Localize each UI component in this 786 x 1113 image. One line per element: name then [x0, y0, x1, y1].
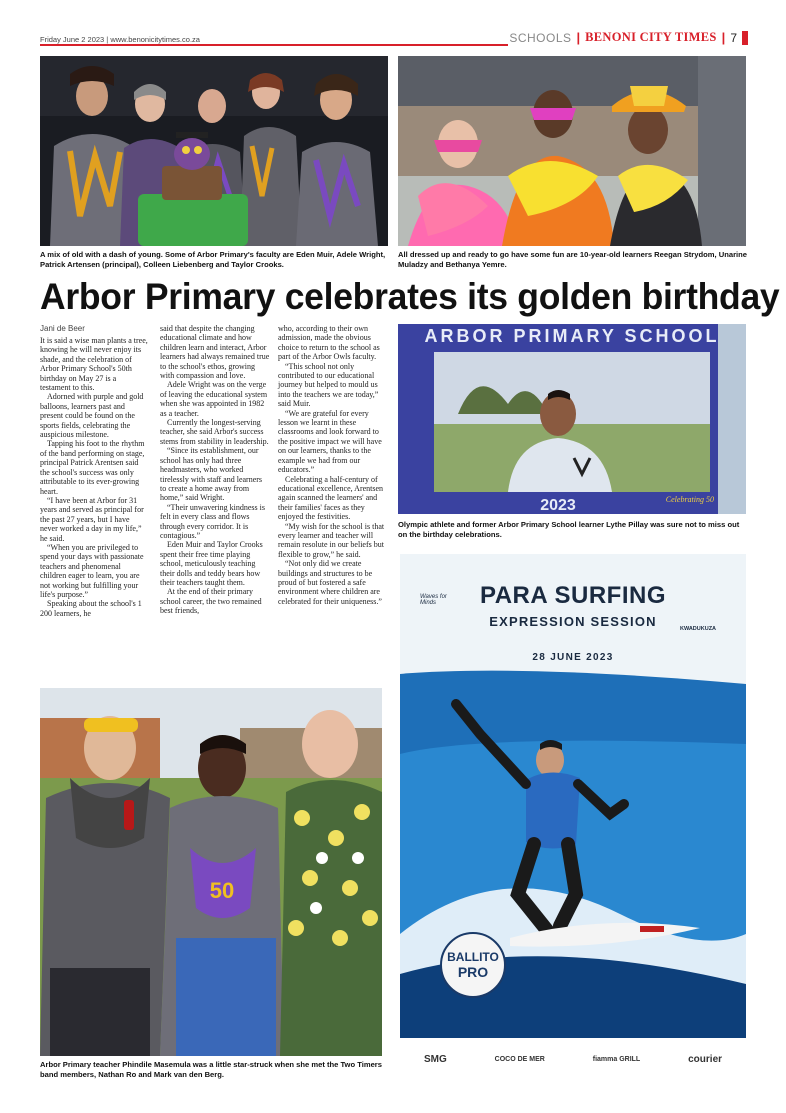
frame-year: 2023	[540, 497, 576, 514]
article-column-2	[160, 324, 270, 616]
frame-text: ARBOR PRIMARY SCHOOL	[424, 326, 720, 346]
section-label: SCHOOLS	[509, 30, 572, 45]
header-separator-2: |	[721, 30, 726, 45]
paragraph: “My wish for the school is that every learner and teacher will remain resolute in our beliefs but flexible to grow,” he said.	[278, 521, 385, 559]
badge-line-1: BALLITO	[447, 950, 499, 964]
para-surfing-advert	[400, 554, 746, 1080]
article-column-1	[40, 336, 148, 618]
publication-name: BENONI CITY TIMES	[585, 30, 717, 44]
athlete-frame-photo	[398, 324, 746, 514]
badge-line-2: PRO	[457, 964, 489, 980]
caption-learners: All dressed up and ready to go have some fun are 10-year-old learners Reegan Strydom, Unarine Muladzy and Bethanya Yemre.	[398, 250, 747, 269]
paragraph: “I have been at Arbor for 31 years and served as principal for the past 27 years, but I have never worked a day in my life,” he said.	[40, 495, 144, 543]
page-header	[40, 30, 748, 48]
paragraph: At the end of their primary school career, the two remained best friends,	[160, 587, 262, 616]
ad-date: 28 JUNE 2023	[532, 652, 614, 663]
caption-teacher-band: Arbor Primary teacher Phindile Masemula was a little star-struck when she met the Two Timers band members, Nathan Ro and Mark van den Berg.	[40, 1060, 382, 1079]
header-rule	[40, 44, 508, 46]
paragraph: “This school not only contributed to our educational journey but helped to mould us into the teachers we are today,” said Muir.	[278, 361, 379, 409]
waves-for-minds-logo: Waves for Minds	[420, 594, 447, 606]
paragraph: “Their unwavering kindness is felt in every class and flows through every corridor. It is contagious.”	[160, 502, 265, 540]
header-separator: |	[576, 30, 581, 45]
sponsor-strip	[400, 1038, 746, 1080]
frame-celebrating: Celebrating 50	[665, 495, 714, 504]
caption-faculty: A mix of old with a dash of young. Some of Arbor Primary's faculty are Eden Muir, Adele Wright, Patrick Artensen (principal), Colleen Liebenberg and Taylor Crooks.	[40, 250, 386, 269]
article-byline: Jani de Beer	[40, 324, 85, 333]
paragraph: “When you are privileged to spend your days with passionate teachers and phenomenal children eager to learn, you are not working but fulfilling your life's purpose.”	[40, 542, 144, 599]
paragraph: Adorned with purple and gold balloons, learners past and present could be found on the sports fields, celebrating the auspicious milestone.	[40, 392, 144, 440]
learners-costume-photo	[398, 56, 746, 246]
paragraph: who, according to their own admission, made the obvious choice to return to the school as part of the Arbor Owls faculty.	[278, 324, 380, 362]
paragraph: “Not only did we create buildings and structures to be proud of but fostered a safe environment where children are celebrated for their uniqueness.”	[278, 559, 382, 606]
page-number: 7	[730, 30, 737, 45]
paragraph: Eden Muir and Taylor Crooks spent their free time playing school, meticulously teaching their dolls and teddy bears how their teachers taught them.	[160, 540, 263, 587]
faculty-photo	[40, 56, 388, 246]
ad-subtitle: EXPRESSION SESSION	[489, 614, 657, 629]
paragraph: “Since its establishment, our school has only had three headmasters, who worked tirelessly with staff and learners to create a home away from home,” said Wright.	[160, 446, 263, 503]
teacher-band-photo	[40, 688, 382, 1056]
ballito-pro-badge	[440, 932, 506, 998]
sponsor-logo: SMG	[423, 1053, 447, 1065]
kwadukuza-logo: KWADUKUZA	[679, 626, 717, 632]
paragraph: Currently the longest-serving teacher, she said Arbor's success stems from stability in leadership.	[160, 418, 269, 446]
sponsor-logo: courier	[688, 1053, 723, 1065]
header-right	[509, 30, 748, 45]
ad-title: PARA SURFING	[480, 582, 666, 609]
dateline: Friday June 2 2023 | www.benonicitytimes.co.za	[40, 35, 200, 44]
paragraph: “We are grateful for every lesson we learnt in these classrooms and look forward to the positive impact we will have on our learners, thanks to the example we had from our educators.”	[278, 408, 382, 475]
paragraph: Tapping his foot to the rhythm of the band performing on stage, principal Patrick Arentsen said the school's success was only attributable to its ever-growing heart.	[40, 439, 145, 496]
article-column-3	[278, 324, 388, 606]
caption-athlete: Olympic athlete and former Arbor Primary School learner Lythe Pillay was sure not to miss out on the birthday celebrations.	[398, 520, 740, 539]
paragraph: Celebrating a half-century of educational excellence, Arentsen again scanned the learners' and their families' faces as they enjoyed the festivities.	[278, 474, 384, 522]
sponsor-logo: fiamma GRILL	[592, 1055, 641, 1063]
paragraph: said that despite the changing educational climate and how children learn and interact, Arbor learners had always remained true to the school's ethos, growing with compassion and love.	[160, 324, 270, 381]
header-red-block	[742, 31, 748, 45]
sponsor-logo: COCO DE MER	[494, 1055, 545, 1063]
paragraph: Adele Wright was on the verge of leaving the educational system when she was appointed in 1982 as a teacher.	[160, 380, 268, 418]
article-headline: Arbor Primary celebrates its golden birthday	[40, 276, 780, 317]
paragraph: Speaking about the school's 1 200 learners, he	[40, 599, 142, 618]
svg-text:50: 50	[209, 878, 235, 903]
paragraph: It is said a wise man plants a tree, knowing he will never enjoy its shade, and the celebration of Arbor Primary School's 50th birthday on May 27 is a testament to this.	[40, 336, 148, 393]
